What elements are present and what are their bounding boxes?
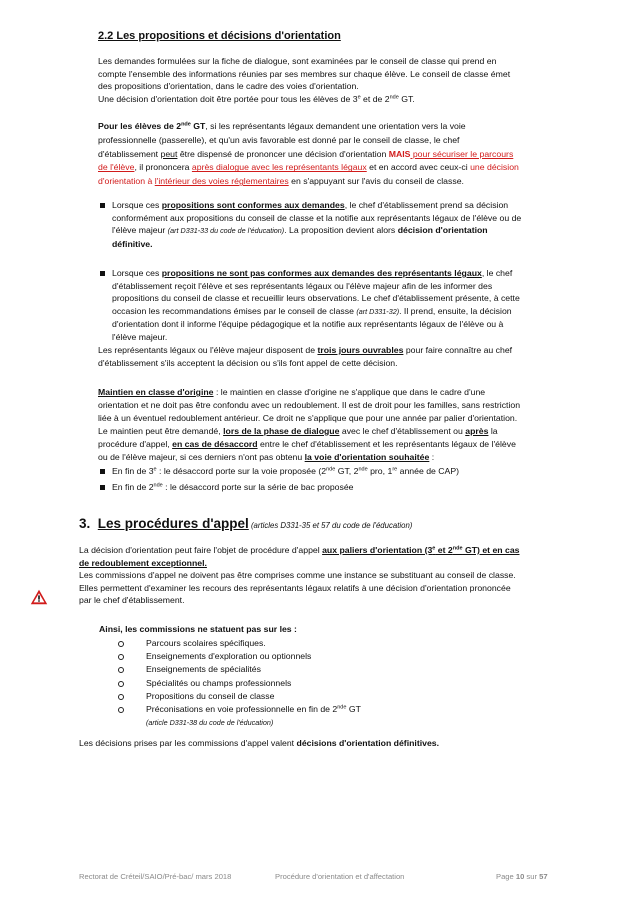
bullet-non-conformes: Lorsque ces propositions ne sont pas conformes aux demandes des représentants légaux, le chef d'établissement reçoit l'élève et ses représentants légaux ou l'élève majeur afin de les informer des propositions du conseil de classe et recueillir leurs observations. Le chef d'établissement présente, à cette occasion les recommandations émises par le conseil de classe (art D331-32). Il prend, ensuite, la décision d'orientation dont il informe l'équipe pédagogique et la notifie aux représentants légaux de l'élève ou à l'élève majeur. — [112, 267, 558, 344]
footer-center: Procédure d'orientation et d'affectation — [275, 872, 405, 881]
voie-pro-paragraph: Pour les élèves de 2nde GT, si les représentants légaux demandent une orientation vers la voie professionnelle (passerelle), et qu'un avis favorable est donné par le conseil de classe, le chef d'établissement peut être dispensé de prononcer une décision d'orientation MAIS pour sécuriser le parcours de l'élève, il prononcera après dialogue avec les représentants légaux et en accord avec ceux-ci une décision d'orientation à l'intérieur des voies réglementaires en s'appuyant sur l'avis du conseil de classe. — [98, 121, 519, 187]
warning-triangle-icon — [30, 589, 48, 605]
section-3-title: 3. Les procédures d'appel (articles D331-35 et 57 du code de l'éducation) — [79, 516, 413, 531]
list-item: Propositions du conseil de classe — [118, 690, 361, 703]
maintien-sub-3e: En fin de 3e : le désaccord porte sur la voie proposée (2nde GT, 2nde pro, 1re année de CAP) — [112, 465, 558, 478]
list-item: Préconisations en voie professionnelle en fin de 2nde GT — [118, 703, 361, 716]
maintien-paragraph: Maintien en classe d'origine : le maintien en classe d'origine ne s'applique que dans le cadre d'une orientation et ne doit pas être confondu avec un redoublement. Il est de droit pour les familles, sans restriction liée à un éventuel redoublement antérieur. Ce droit ne s'applique que pour une année par palier d'orientation. Le maintien peut être demandé, lors de la phase de dialogue avec le chef d'établissement ou après la procédure d'appel, en cas de désaccord entre le chef d'établissement et les représentants légaux de l'élève ou de l'élève majeur, si ces derniers n'ont pas obtenu la voie d'orientation souhaitée : — [98, 387, 521, 462]
list-item-reference: (article D331-38 du code de l'éducation) — [146, 718, 274, 728]
bullet-square-icon — [100, 203, 105, 208]
recours-paragraph: Les représentants légaux ou l'élève majeur disposent de trois jours ouvrables pour faire connaître au chef d'établissement s'ils acceptent la décision ou s'ils font appel de cette décision. — [98, 345, 513, 368]
list-item: Parcours scolaires spécifiques. — [118, 637, 361, 650]
final-paragraph: Les décisions prises par les commissions d'appel valent décisions d'orientation définitives. — [79, 738, 440, 748]
exclusions-list — [118, 637, 361, 729]
intro-paragraph: Les demandes formulées sur la fiche de dialogue, sont examinées par le conseil de classe qui prend en compte l'ensemble des informations réunies par ses membres sur chaque élève. Le conseil de classe émet des propositions d'orientation, dans le cadre des voies d'orientation. Une décision d'orientation doit être portée pour tous les élèves de 3e et de 2nde GT. — [98, 56, 511, 104]
appel-paragraph: La décision d'orientation peut faire l'objet de procédure d'appel aux paliers d'orientation (3e et 2nde GT) et en cas de redoublement exceptionnel. Les commissions d'appel ne doivent pas être comprises comme une instance se substituant au conseil de classe. Elles permettent d'examiner les recours des représentants légaux relatifs à une décision d'orientation prononcée par le chef d'établissement. — [79, 545, 520, 606]
section-2-2-title: 2.2 Les propositions et décisions d'orientation — [98, 30, 341, 42]
list-item: Spécialités ou champs professionnels — [118, 677, 361, 690]
bullet-square-icon — [100, 469, 105, 474]
bullet-square-icon — [100, 271, 105, 276]
maintien-sub-2nde: En fin de 2nde : le désaccord porte sur la série de bac proposée — [112, 481, 558, 494]
list-item: Enseignements de spécialités — [118, 663, 361, 676]
list-item: Enseignements d'exploration ou optionnels — [118, 650, 361, 663]
bullet-square-icon — [100, 485, 105, 490]
footer-left: Rectorat de Créteil/SAIO/Pré-bac/ mars 2018 — [79, 872, 232, 881]
ainsi-heading: Ainsi, les commissions ne statuent pas sur les : — [99, 624, 297, 634]
footer-page-number: Page 10 sur 57 — [496, 872, 548, 881]
bullet-conformes: Lorsque ces propositions sont conformes aux demandes, le chef d'établissement prend sa décision conformément aux propositions du conseil de classe et la notifie aux représentants légaux de l'élève ou de l'élève majeur (art D331-33 du code de l'éducation). La proposition devient alors décision d'orientation définitive. — [112, 199, 558, 250]
